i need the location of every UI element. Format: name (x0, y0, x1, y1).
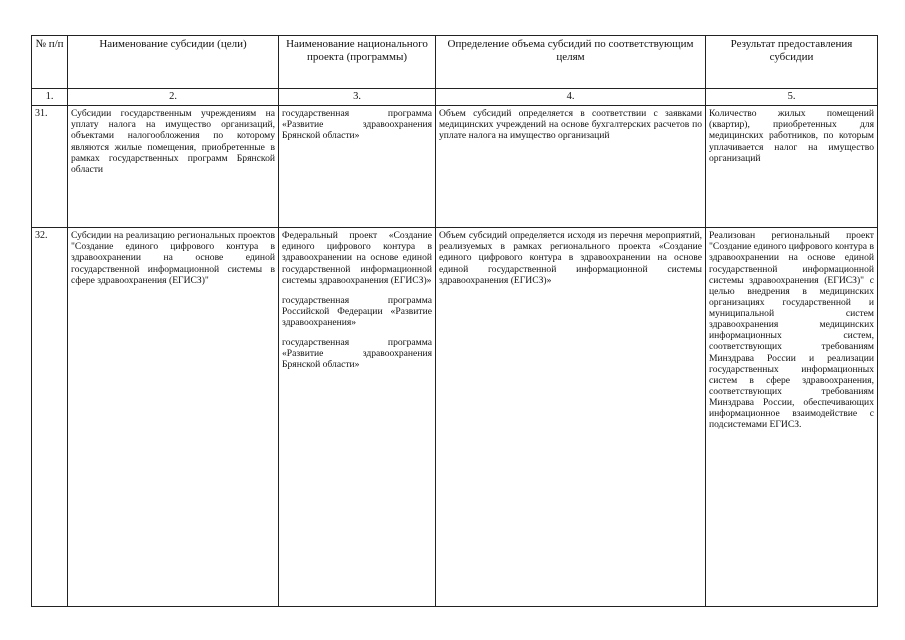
row-subsidy: Субсидии на реализацию региональных проектов "Создание единого цифрового контура в здравоохранении на основе единой государственной информационной системы в сфере здравоохранения (ЕГИСЗ)" (68, 228, 279, 607)
column-number: 5. (706, 89, 878, 106)
row-result: Реализован региональный проект "Создание единого цифрового контура в здравоохранении на основе единой государственной информационной системы здравоохранения (ЕГИСЗ)" с целью внедрения в медицинских организациях государственной и муниципальной систем здравоохранения медицинских информационных систем, соответствующих требованиям Минздрава России и реализации государственных информационных систем в сфере здравоохранения, соответствующих требованиям Минздрава России, обеспечивающих информационное взаимодействие с подсистемами ЕГИСЗ. (706, 228, 878, 607)
header-volume-definition: Определение объема субсидий по соответствующим целям (436, 36, 706, 89)
project-paragraph: государственная программа «Развитие здравоохранения Брянской области» (282, 337, 432, 371)
row-project (279, 106, 436, 228)
row-number: 32. (32, 228, 68, 607)
header-subsidy-name: Наименование субсидии (цели) (68, 36, 279, 89)
project-paragraph: государственная программа «Развитие здравоохранения Брянской области» (282, 108, 432, 142)
header-result: Результат предоставления субсидии (706, 36, 878, 89)
column-number: 1. (32, 89, 68, 106)
header-project-name: Наименование национального проекта (программы) (279, 36, 436, 89)
row-subsidy: Субсидии государственным учреждениям на уплату налога на имущество организаций, объектами налогообложения по которому являются жилые помещения, приобретенные в рамках государственных программ Брянской области (68, 106, 279, 228)
row-number: 31. (32, 106, 68, 228)
column-number: 2. (68, 89, 279, 106)
row-result: Количество жилых помещений (квартир), приобретенных для медицинских работников, по которым уплачивается налог на имущество организаций (706, 106, 878, 228)
column-number: 3. (279, 89, 436, 106)
row-project (279, 228, 436, 607)
table-row (32, 106, 878, 228)
row-volume: Объем субсидий определяется в соответствии с заявками медицинских учреждений на основе бухгалтерских расчетов по уплате налога на имущество организаций (436, 106, 706, 228)
row-volume: Объем субсидий определяется исходя из перечня мероприятий, реализуемых в рамках регионального проекта «Создание единого цифрового контура в здравоохранении на основе единой государственной информационной системы здравоохранения (ЕГИСЗ)» (436, 228, 706, 607)
project-paragraph: государственная программа Российской Федерации «Развитие здравоохранения» (282, 294, 432, 329)
table-header-row (32, 36, 878, 89)
header-number: № п/п (32, 36, 68, 89)
table-row (32, 228, 878, 607)
column-number: 4. (436, 89, 706, 106)
column-number-row (32, 89, 878, 106)
project-paragraph: Федеральный проект «Создание единого цифрового контура в здравоохранении на основе единой государственной информационной системы здравоохранения (ЕГИСЗ)» (282, 230, 432, 286)
subsidy-table (31, 35, 878, 607)
